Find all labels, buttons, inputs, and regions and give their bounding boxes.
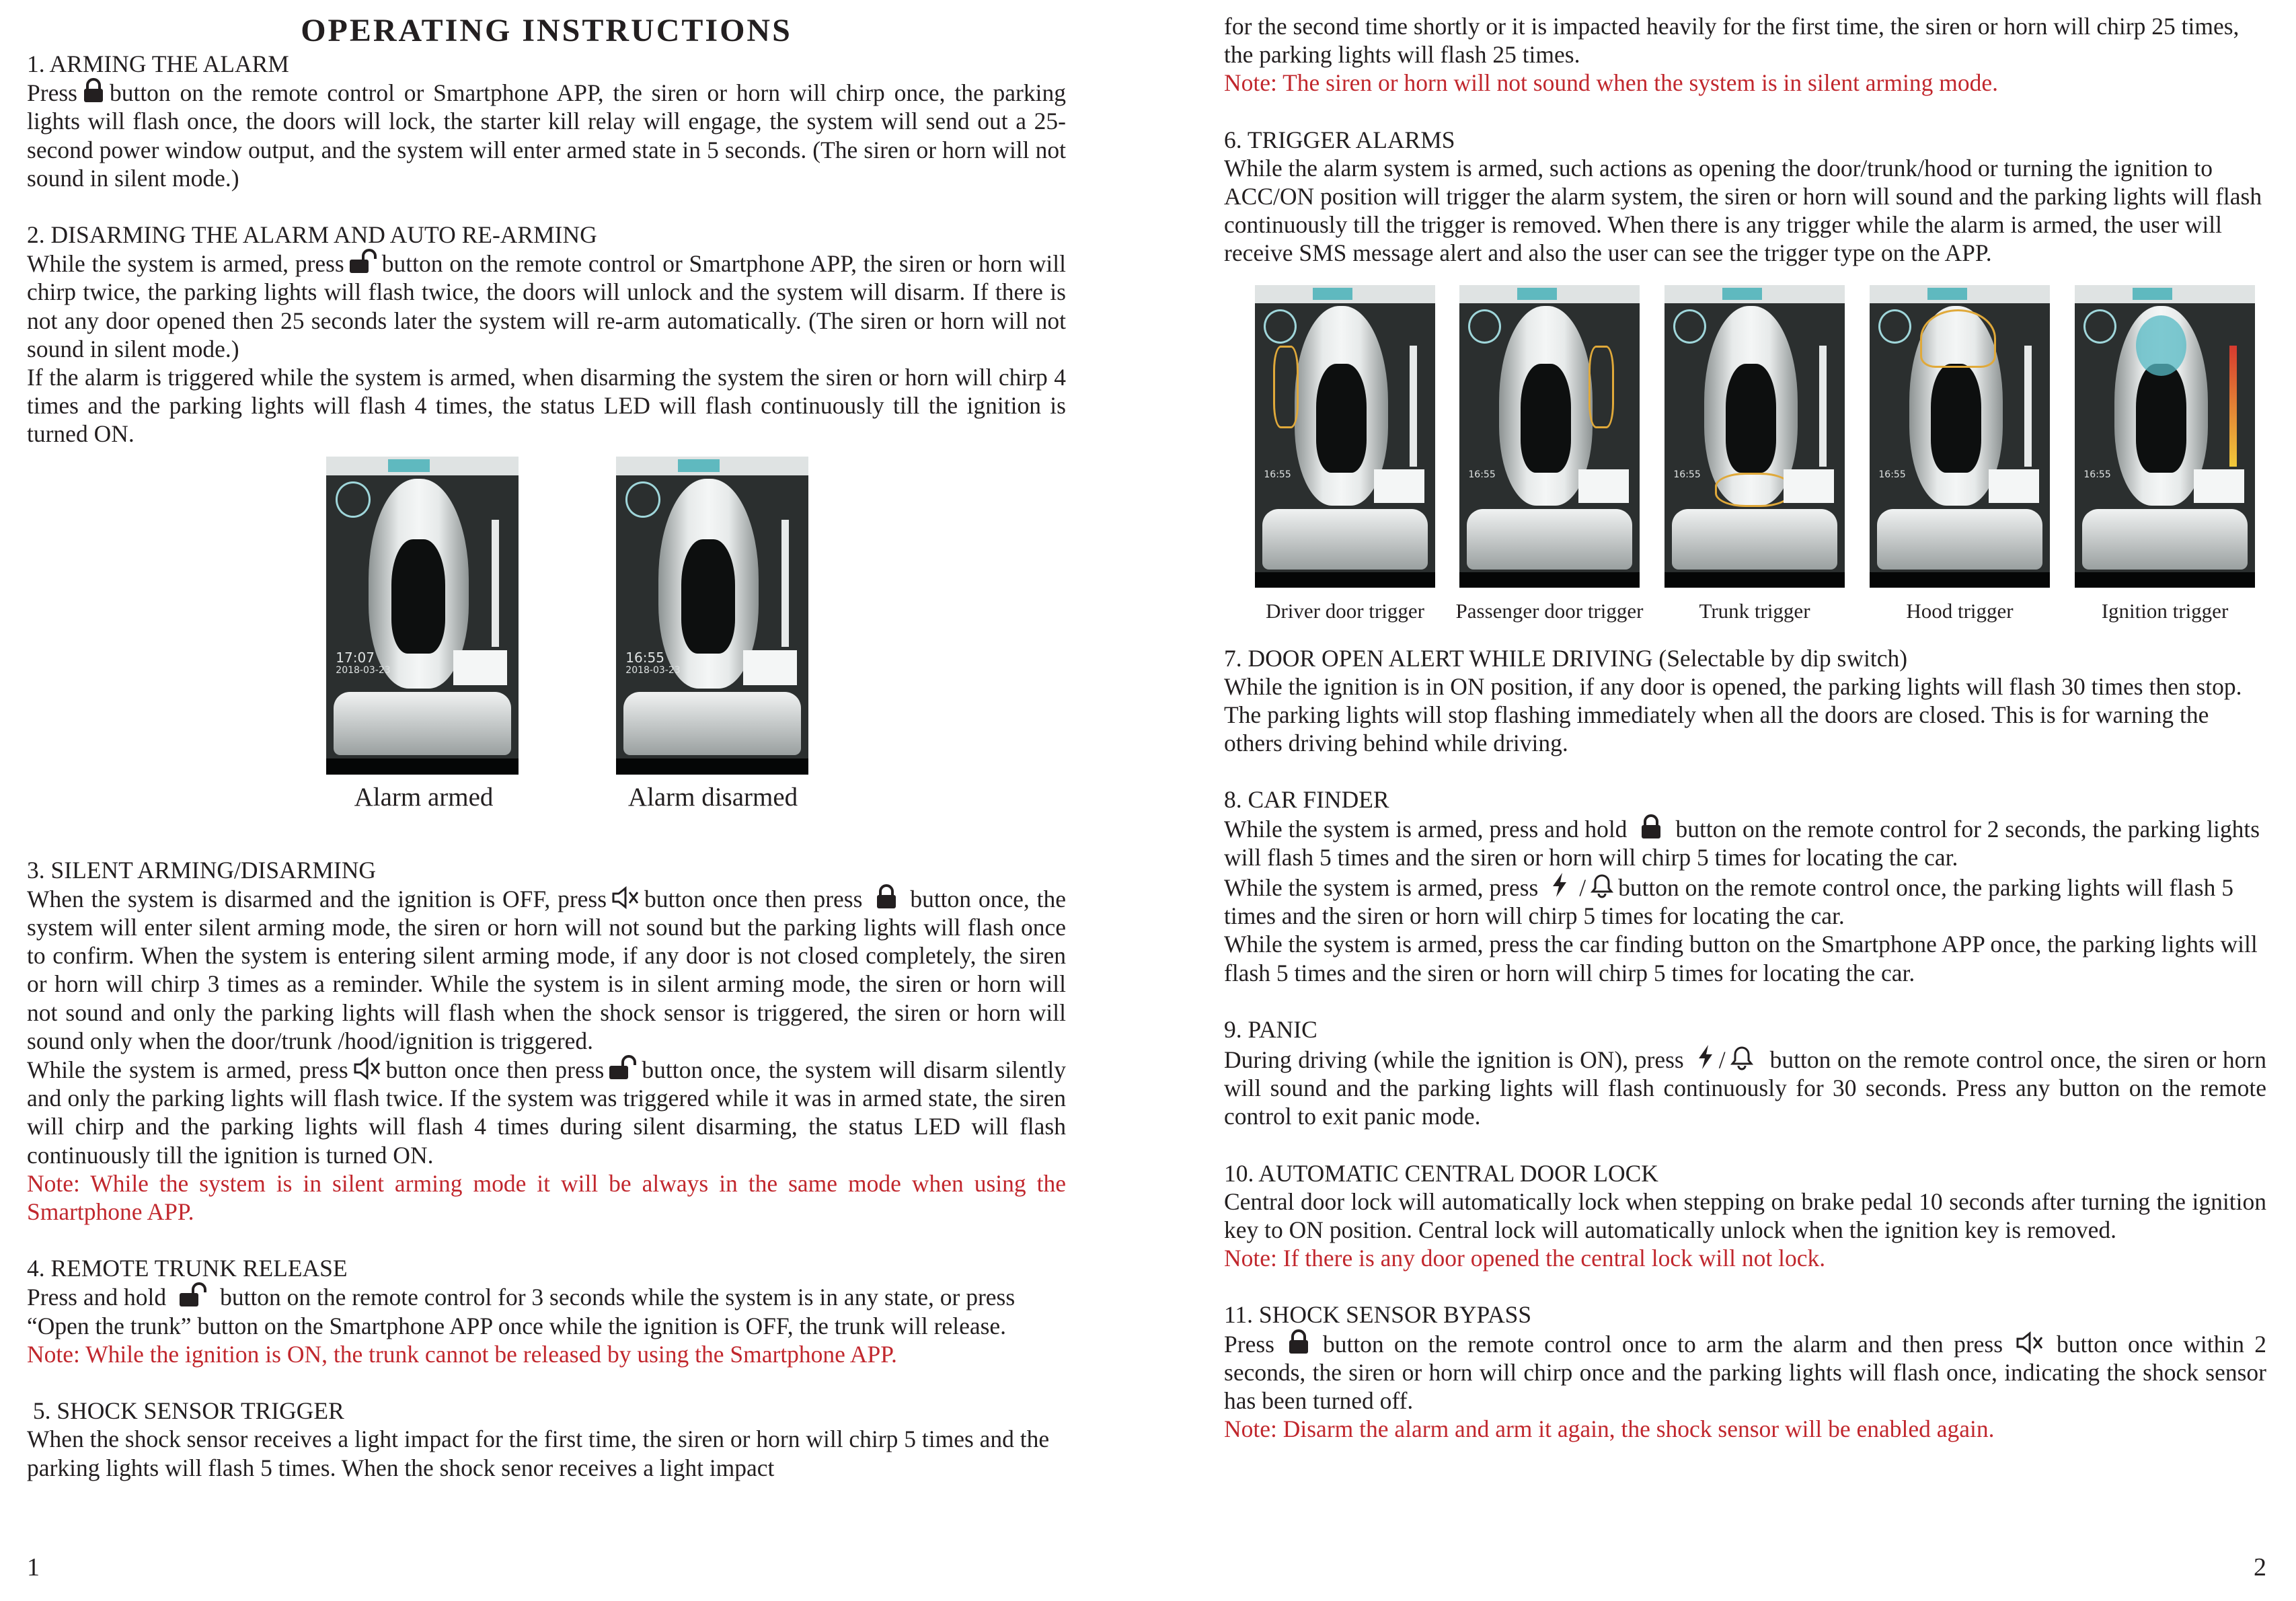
section-text: When the system is disarmed and the ignition is OFF, press — [27, 885, 607, 912]
app-screenshot-disarmed — [616, 457, 808, 775]
nav-bar — [1870, 572, 2050, 588]
remote-panel — [334, 692, 510, 756]
section-door-open-alert — [1224, 644, 2266, 758]
car-logo-badge — [625, 481, 660, 517]
unlock-icon — [178, 1282, 208, 1308]
page-left — [27, 0, 1066, 1601]
door-highlight — [1589, 346, 1614, 428]
section-disarming — [27, 221, 1066, 448]
section-arming — [27, 50, 1066, 192]
map-card — [2194, 469, 2244, 503]
remote-panel — [2082, 509, 2248, 570]
map-card — [453, 650, 507, 685]
section-text: While the ignition is in ON position, if any door is opened, the parking lights will flash 30 times then stop. The parking lights will stop flashing immediately when all the doors are closed. This is for warning the others driving behind while driving. — [1224, 672, 2242, 757]
app-screenshot-passenger-door — [1459, 285, 1640, 588]
page-title: OPERATING INSTRUCTIONS — [301, 13, 792, 48]
lightning-icon — [1696, 1044, 1715, 1070]
section-silent — [27, 856, 1066, 1226]
section-heading: 2. DISARMING THE ALARM AND AUTO RE-ARMING — [27, 221, 597, 249]
section-text: While the alarm system is armed, such actions as opening the door/trunk/hood or turning the ignition to ACC/ON position will trigger the alarm system, the siren or horn will sound and the parking lights will flash continuously till the trigger is removed. When there is any trigger while the alarm is armed, the user will receive SMS message alert and also the user can see the trigger type on the APP. — [1224, 154, 2262, 267]
signal-bar — [2024, 346, 2032, 467]
app-screenshot-ignition — [2075, 285, 2255, 588]
nav-bar — [2075, 572, 2255, 588]
remote-panel — [1262, 509, 1428, 570]
car-logo-badge — [1264, 309, 1297, 344]
signal-bar — [2229, 346, 2237, 467]
section-text: While the system is armed, press and hold — [1224, 815, 1628, 843]
unlock-icon — [348, 249, 378, 274]
section-text: During driving (while the ignition is ON), press — [1224, 1046, 1684, 1074]
section-text: When the shock sensor receives a light impact for the first time, the siren or horn will chirp 5 times and the parking lights will flash 5 times. When the shock senor receives a light impact — [27, 1426, 1050, 1481]
page-right — [1224, 0, 2266, 1601]
bell-icon — [1730, 1045, 1754, 1070]
signal-bar — [1819, 346, 1827, 467]
nav-bar — [1459, 572, 1640, 588]
mute-icon — [352, 1056, 382, 1081]
mute-icon — [611, 886, 640, 910]
section-heading: 9. PANIC — [1224, 1015, 1317, 1043]
section-heading: 8. CAR FINDER — [1224, 786, 1389, 814]
section-text: While the system is armed, press — [1224, 874, 1539, 902]
section-panic — [1224, 1015, 2266, 1131]
remote-panel — [1467, 509, 1633, 570]
clock-time: 16:55 — [625, 650, 664, 666]
section-trigger-alarms — [1224, 126, 2266, 268]
section-text: If the alarm is triggered while the system is armed, when disarming the system the siren or horn will chirp 4 times and the parking lights will flash 4 times, the status LED will flash continuously till the ignition is turned ON. — [27, 364, 1066, 448]
lock-icon — [1639, 814, 1663, 840]
remote-panel — [1672, 509, 1838, 570]
car-logo-badge — [2083, 309, 2116, 344]
section-shock-sensor-cont — [1224, 12, 2266, 97]
section-heading: 4. REMOTE TRUNK RELEASE — [27, 1255, 348, 1282]
bell-icon — [1590, 873, 1614, 898]
section-heading: 11. SHOCK SENSOR BYPASS — [1224, 1301, 1532, 1329]
section-text: Central door lock will automatically lock when stepping on brake pedal 10 seconds after turning the ignition key to ON position. Central lock will automatically unlock when the ignition key is removed. — [1224, 1187, 2266, 1244]
section-text: button on the remote control for 2 seconds, the parking lights will flash 5 times and the siren or horn will chirp 5 times for locating the car. — [1224, 815, 2260, 871]
app-screenshot-hood — [1870, 285, 2050, 588]
figure-caption: Alarm armed — [354, 782, 494, 812]
unlock-icon — [608, 1055, 638, 1081]
lock-icon — [81, 78, 106, 104]
remote-panel — [1877, 509, 2043, 570]
note-text: Note: Disarm the alarm and arm it again, the shock sensor will be enabled again. — [1224, 1415, 1995, 1443]
note-text: Note: The siren or horn will not sound when the system is in silent arming mode. — [1224, 69, 1998, 97]
section-trunk-release — [27, 1254, 1066, 1368]
section-heading: 7. DOOR OPEN ALERT WHILE DRIVING (Selectable by dip switch) — [1224, 644, 1908, 672]
section-text: While the system is armed, press — [27, 250, 344, 278]
section-text: button once, the system will disarm silently and only the parking lights will flash twice. If the system was triggered while it was in armed state, the siren will chirp and the parking lights will flash 4 times during silent disarming, the status LED will flash continuously till the ignition is turned ON. — [27, 1056, 1066, 1169]
figure-caption: Ignition trigger — [2101, 598, 2229, 623]
figure-caption: Hood trigger — [1906, 598, 2014, 623]
nav-bar — [326, 758, 519, 775]
section-shock-sensor — [27, 1397, 1066, 1482]
section-text: button on the remote control or Smartphone APP, the siren or horn will chirp twice, the parking lights will flash twice, the doors will unlock and the system will disarm. If there is not any door opened then 25 seconds later the system will re-arm automatically. (The siren or horn will not sound in silent mode.) — [27, 250, 1066, 362]
car-logo-badge — [336, 481, 371, 517]
figure-caption: Alarm disarmed — [627, 782, 798, 812]
figure-caption: Driver door trigger — [1266, 598, 1424, 623]
clock-time: 17:07 — [336, 650, 375, 666]
nav-bar — [1255, 572, 1435, 588]
section-text: button once within 2 seconds, the siren or horn will chirp once and the parking lights will flash once, indicating the shock sensor has been turned off. — [1224, 1330, 2267, 1415]
section-car-finder — [1224, 785, 2266, 986]
app-screenshot-armed — [326, 457, 519, 775]
section-text: While the system is armed, press — [27, 1056, 348, 1084]
section-text: for the second time shortly or it is impacted heavily for the first time, the siren or horn will chirp 25 times, the parking lights will flash 25 times. — [1224, 13, 2240, 69]
hood-highlight — [1920, 309, 1996, 368]
app-screenshot-driver-door — [1255, 285, 1435, 588]
map-card — [743, 650, 797, 685]
figure-caption: Passenger door trigger — [1455, 598, 1644, 623]
note-text: Note: While the ignition is ON, the trunk cannot be released by using the Smartphone APP. — [27, 1340, 897, 1368]
section-text: button on the remote control for 3 seconds while the system is in any state, or press “Open the trunk” button on the Smartphone APP once while the ignition is OFF, the trunk will release. — [27, 1284, 1016, 1339]
section-central-lock — [1224, 1159, 2266, 1273]
map-card — [1374, 469, 1424, 503]
section-text: Press — [1224, 1330, 1274, 1358]
page-number: 1 — [27, 1553, 40, 1582]
signal-bar — [492, 520, 499, 647]
nav-bar — [1664, 572, 1845, 588]
section-text: button once then press — [385, 1056, 605, 1084]
figure-row-triggers — [1224, 268, 2266, 644]
clock-time: 16:55 — [1264, 469, 1291, 481]
clock-time: 16:55 — [1468, 469, 1496, 481]
section-text: Press — [27, 79, 77, 107]
lock-icon — [874, 884, 898, 910]
section-heading: 3. SILENT ARMING/DISARMING — [27, 856, 377, 884]
door-highlight — [1273, 346, 1299, 428]
section-heading: 1. ARMING THE ALARM — [27, 50, 289, 77]
section-text: button once, the system will enter silent arming mode, the siren or horn will not sound but the parking lights will flash once to confirm. When the system is entering silent arming mode, if any door is not closed completely, the siren or horn will chirp 3 times as a reminder. While the system is in silent arming mode, the siren or horn will not sound and only the parking lights will flash when the shock sensor is triggered, the siren or horn will sound only when the door/trunk /hood/ignition is triggered. — [27, 885, 1067, 1054]
figure-caption: Trunk trigger — [1699, 598, 1810, 623]
section-text: button once then press — [644, 885, 863, 912]
clock-time: 16:55 — [1673, 469, 1701, 481]
figure-row-arm-disarm — [27, 448, 1066, 832]
trunk-highlight — [1715, 473, 1791, 507]
lightning-icon — [1550, 871, 1569, 898]
section-text: button on the remote control or Smartphone APP, the siren or horn will chirp once, the parking lights will flash once, the doors will lock, the starter kill relay will engage, the system will send out a 25-second power window output, and the system will enter armed state in 5 seconds. (The siren or horn will not sound in silent mode.) — [27, 79, 1066, 192]
section-heading: 5. SHOCK SENSOR TRIGGER — [27, 1397, 344, 1425]
nav-bar — [616, 758, 808, 775]
page-number: 2 — [2254, 1553, 2266, 1582]
mute-icon — [2015, 1331, 2044, 1355]
app-screenshot-trunk — [1664, 285, 1845, 588]
ignition-glow — [2136, 315, 2186, 376]
slash: / — [1718, 1046, 1726, 1074]
section-text: button on the remote control once to arm the alarm and then press — [1322, 1330, 2003, 1358]
section-shock-bypass — [1224, 1300, 2266, 1443]
lock-icon — [1287, 1329, 1311, 1355]
note-text: Note: While the system is in silent arming mode it will be always in the same mode when using the Smartphone APP. — [27, 1169, 1066, 1226]
section-heading: 6. TRIGGER ALARMS — [1224, 126, 1455, 153]
car-logo-badge — [1468, 309, 1501, 344]
note-text: Note: If there is any door opened the central lock will not lock. — [1224, 1245, 1826, 1272]
clock-date: 2018-03-23 — [336, 665, 391, 676]
clock-date: 2018-03-23 — [625, 665, 681, 676]
section-heading: 10. AUTOMATIC CENTRAL DOOR LOCK — [1224, 1159, 1658, 1187]
car-logo-badge — [1878, 309, 1911, 344]
clock-time: 16:55 — [1878, 469, 1906, 481]
slash: / — [1579, 874, 1586, 902]
car-logo-badge — [1673, 309, 1706, 344]
map-card — [1784, 469, 1834, 503]
remote-panel — [623, 692, 800, 756]
map-card — [1578, 469, 1629, 503]
signal-bar — [1410, 346, 1417, 467]
section-text: button on the remote control once, the parking lights will flash 5 times and the siren or horn will chirp 5 times for locating the car. — [1224, 874, 2233, 930]
signal-bar — [781, 520, 789, 647]
section-text: While the system is armed, press the car finding button on the Smartphone APP once, the parking lights will flash 5 times and the siren or horn will chirp 5 times for locating the car. — [1224, 931, 2258, 986]
section-text: Press and hold — [27, 1284, 167, 1311]
section-text: button on the remote control once, the siren or horn will sound and the parking lights will flash continuously for 30 seconds. Press any button on the remote control to exit panic mode. — [1224, 1046, 2266, 1130]
clock-time: 16:55 — [2083, 469, 2111, 481]
map-card — [1989, 469, 2039, 503]
